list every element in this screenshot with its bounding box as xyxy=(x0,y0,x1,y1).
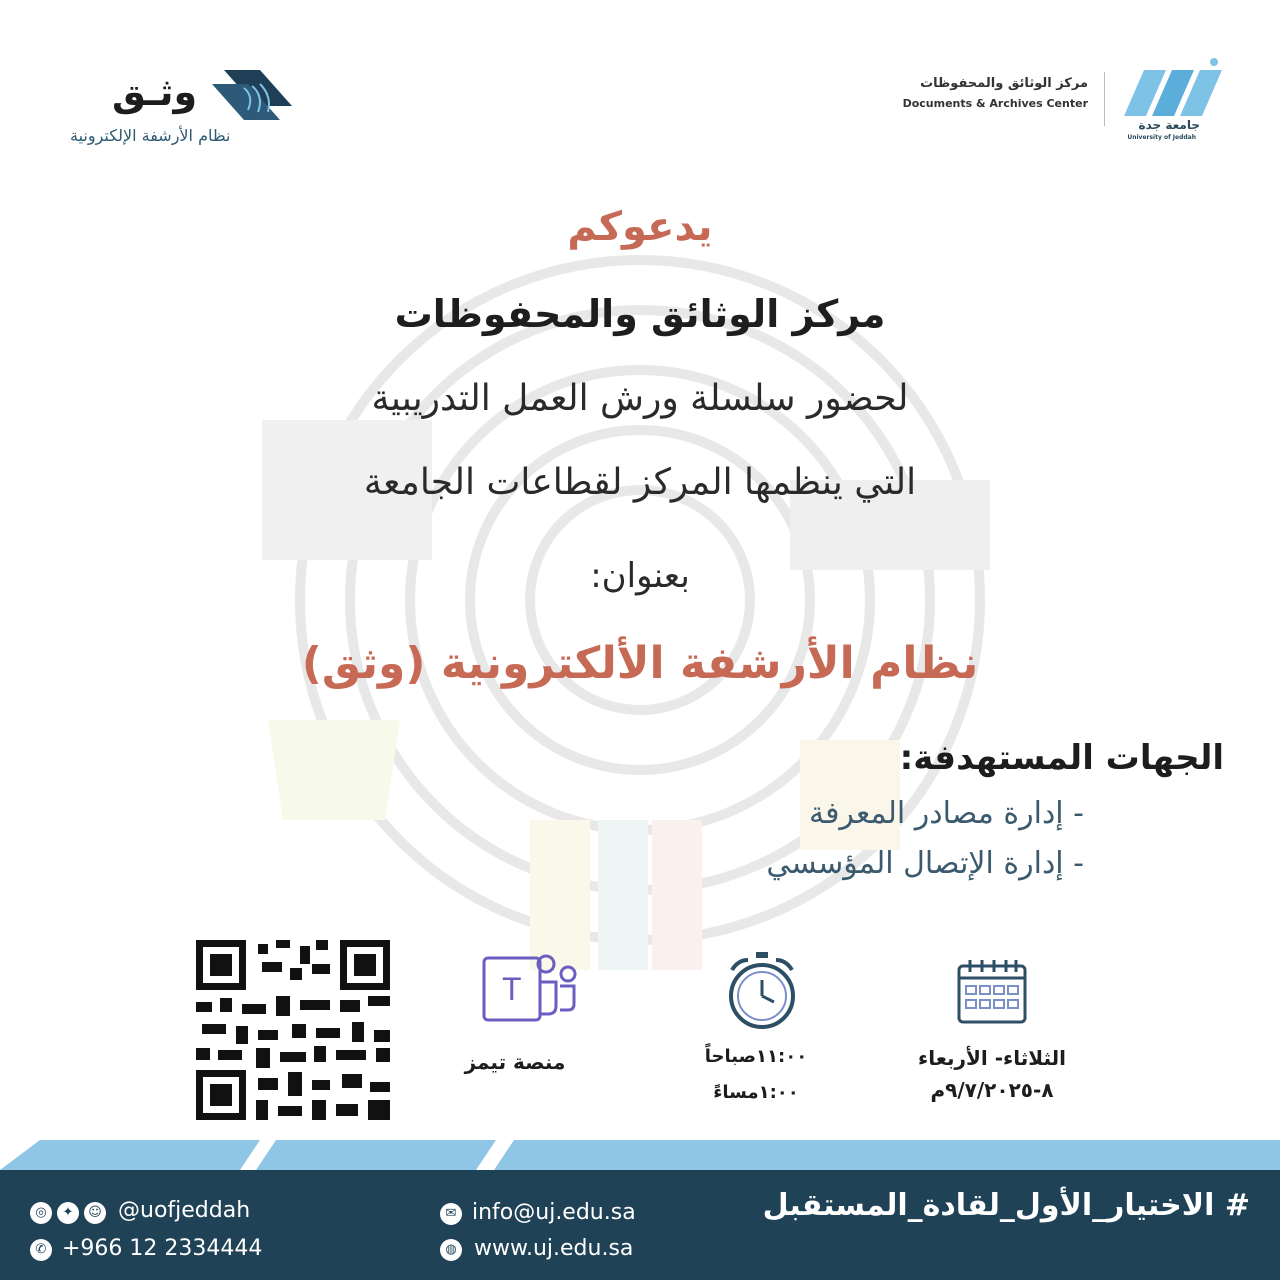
email-icon: ✉ xyxy=(440,1203,462,1225)
time-start: ١١:٠٠صباحاً xyxy=(704,1046,808,1067)
footer-email[interactable]: info@uj.edu.sa xyxy=(472,1200,636,1225)
teams-icon xyxy=(480,952,580,1026)
university-name-ar: جامعة جدة xyxy=(1138,118,1200,132)
instagram-icon[interactable]: ◎ xyxy=(30,1202,52,1224)
event-days: الثلاثاء- الأربعاء xyxy=(917,1046,1067,1070)
wathq-logo-text: وثـق xyxy=(112,70,198,114)
target-item: - إدارة مصادر المعرفة xyxy=(808,796,1084,831)
footer-hashtag: # الاختيار_الأول_لقادة_المستقبل xyxy=(762,1188,1250,1223)
qr-code xyxy=(196,940,390,1120)
footer-phone[interactable]: +966 12 2334444 xyxy=(62,1236,263,1261)
alarm-clock-icon xyxy=(724,950,800,1032)
phone-icon: ✆ xyxy=(30,1239,52,1261)
host-name: مركز الوثائق والمحفوظات xyxy=(394,292,886,336)
event-dates: ٨-٩/٧/٢٠٢٥م xyxy=(930,1078,1054,1102)
twitter-icon[interactable]: ✦ xyxy=(57,1202,79,1224)
logo-divider xyxy=(1104,72,1105,126)
snapchat-icon[interactable]: ☺ xyxy=(84,1202,106,1224)
platform-name: منصة تيمز xyxy=(464,1050,566,1074)
invitation-line-1: لحضور سلسلة ورش العمل التدريبية xyxy=(371,378,909,419)
footer-social-handle[interactable]: @uofjeddah xyxy=(118,1198,251,1223)
center-name-ar: مركز الوثائق والمحفوظات xyxy=(920,76,1088,91)
target-item: - إدارة الإتصال المؤسسي xyxy=(766,846,1084,881)
center-logo-text xyxy=(903,76,1088,110)
svg-text:T: T xyxy=(502,971,522,1007)
targets-heading: الجهات المستهدفة: xyxy=(899,738,1224,778)
invitation-line-2: التي ينظمها المركز لقطاعات الجامعة xyxy=(363,462,917,503)
calendar-icon xyxy=(956,956,1028,1026)
web-icon: ◍ xyxy=(440,1239,462,1261)
center-name-en: Documents & Archives Center xyxy=(902,97,1088,110)
footer-website[interactable]: www.uj.edu.sa xyxy=(474,1236,634,1261)
title-label: بعنوان: xyxy=(590,556,690,596)
wathq-logo-subtitle: نظام الأرشفة الإلكترونية xyxy=(70,126,231,145)
time-end: ١:٠٠مساءً xyxy=(713,1082,799,1103)
university-name-en: University of Jeddah xyxy=(1127,134,1196,141)
system-title: نظام الأرشفة الألكترونية (وثق) xyxy=(301,638,979,689)
university-logo xyxy=(1118,56,1226,120)
invite-word: يدعوكم xyxy=(567,204,713,250)
fingerprint-logo-icon xyxy=(204,66,296,126)
